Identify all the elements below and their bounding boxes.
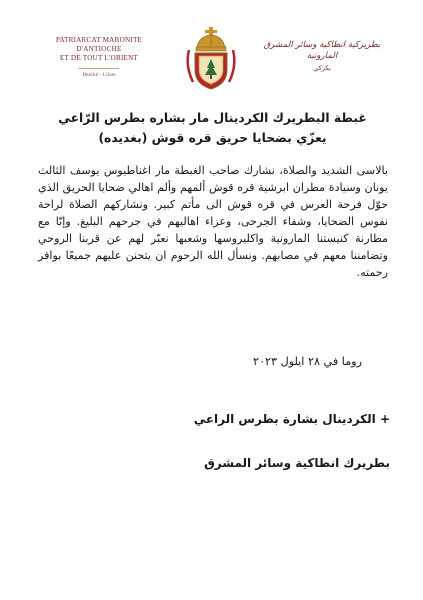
letter-title (30, 108, 395, 148)
letterhead-latin-location: Bkerké - Liban (82, 72, 116, 78)
letterhead-arabic-line1: بطريركية انطاكية وسائر المشرق المارونية (263, 40, 381, 61)
letterhead-arabic-location: بكركي (313, 64, 331, 72)
arabic-letterhead (252, 40, 392, 72)
letter-date: روما في ٢٨ ايلول ٢٠٢٣ (252, 355, 362, 368)
letter-body (38, 162, 388, 281)
latin-letterhead (34, 36, 164, 78)
signature-name: + الكردينال بشارة بطرس الراعي (193, 412, 390, 426)
patriarchal-seal-icon (183, 26, 239, 92)
title-line1: غبطة البطريرك الكردينال مار بشاره بطرس الرّاعي (58, 111, 367, 125)
title-line2: يعزّي بضحايا حريق قره قوش (بغديده) (98, 131, 327, 145)
signature-title: بطريرك انطاكية وسائر المشرق (204, 456, 390, 470)
letterhead-latin-line1: PATRIARCAT MARONITE D'ANTIOCHE (55, 36, 143, 53)
body-paragraph: بالاسى الشديد والصلاة، نشارك صاحب الغبطة مار اغناطيوس يوسف الثالث يونان وسيادة مطران ابرشية قره قوش ألمهم وألم اهالي ضحايا الحريق الذي حوّل فرحة العرس في قره قوش الى مأتم كبير. ونشاركهم الصلاة لراحة نفوس الضحايا، وشفاء الجرحى، وعزاء اهاليهم في جرحهم البليغ. وإنّا مع مطارنة كنيستنا المارونية واكليروسها وشعبها نعبّر لهم عن قربنا الروحي وتضامننا معهم في مصابهم. ونسأل الله الرحوم ان يتحنن عليهم جميعًا بوافر رحمته. (38, 164, 388, 279)
letterhead-divider (79, 68, 119, 69)
letterhead-latin-line2: ET DE TOUT L'ORIENT (59, 54, 139, 62)
